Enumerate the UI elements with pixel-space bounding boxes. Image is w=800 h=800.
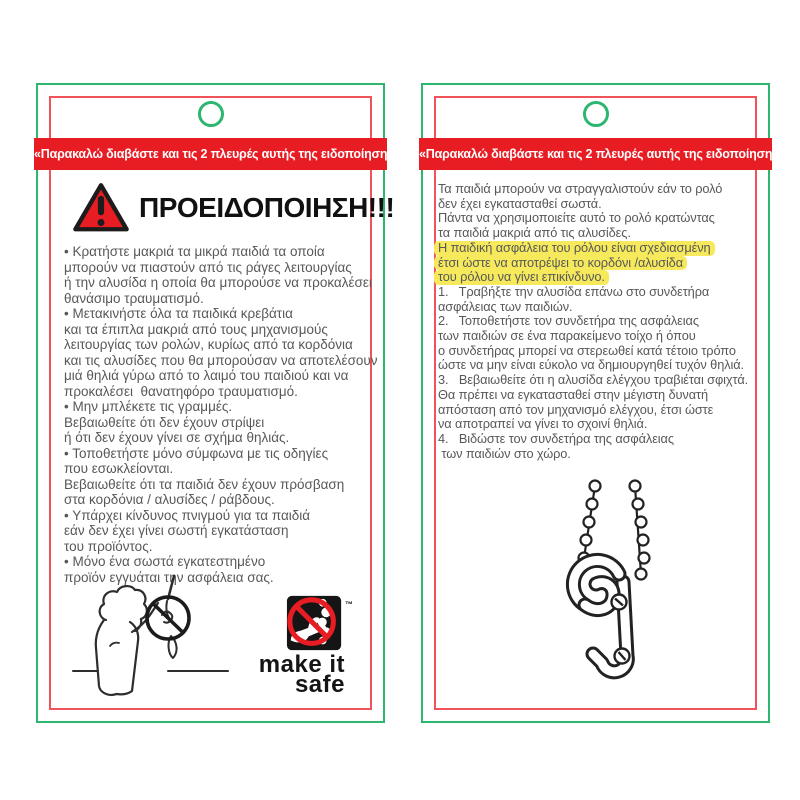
text-line: Τα παιδιά μπορούν να στραγγαλιστούν εάν το ρολό bbox=[438, 181, 723, 196]
logo-word-safe: safe bbox=[294, 671, 345, 698]
text-line: Η παιδική ασφάλεια του ρόλου είναι σχεδιασμένη bbox=[434, 241, 715, 256]
text-line: λειτουργίας των ρολών, κυρίως από τα κορδόνια bbox=[64, 337, 353, 352]
text-line: έτσι ώστε να αποτρέψει το κορδόνι /αλυσίδα bbox=[434, 256, 687, 271]
text-line: των παιδιών στο χώρο. bbox=[438, 445, 571, 461]
text-line: ώστε να μην είναι εύκολο να δημιουργηθεί τυχόν θηλιά. bbox=[438, 357, 745, 373]
text-line: Πάντα να χρησιμοποιείτε αυτό το ρολό κρατώντας bbox=[438, 210, 715, 226]
text-line: 2. Τοποθετήστε τον συνδετήρα της ασφάλειας bbox=[438, 313, 699, 329]
text-line: • Κρατήστε μακριά τα μικρά παιδιά τα οποία bbox=[64, 244, 325, 259]
text-line: του ρόλου να γίνει επικίνδυνο. bbox=[434, 270, 609, 285]
text-line: ή την αλυσίδα η οποία θα μπορούσε να προκαλέσει bbox=[64, 275, 372, 290]
text-line: 1. Τραβήξτε την αλυσίδα επάνω στο συνδετήρα bbox=[438, 283, 710, 299]
text-line: των παιδιών σε ένα παρακείμενο τοίχο ή όπου bbox=[438, 328, 696, 344]
text-line: εάν δεν έχει γίνει σωστή εγκατάσταση bbox=[64, 523, 289, 538]
text-line: στα κορδόνια / αλυσίδες / ράβδους. bbox=[64, 492, 275, 507]
child-cord-hazard-icon bbox=[70, 574, 232, 714]
warning-header bbox=[72, 181, 394, 234]
text-line: και τα έπιπλα μακριά από τους μηχανισμούς bbox=[64, 321, 328, 337]
text-line: Βεβαιωθείτε ότι τα παιδιά δεν έχουν πρόσβαση bbox=[64, 476, 345, 492]
text-line: του προϊόντος. bbox=[64, 538, 153, 554]
warning-title: ΠΡΟΕΙΔΟΠΟΙΗΣΗ!!! bbox=[139, 191, 395, 223]
text-line: δεν έχει εγκατασταθεί σωστά. bbox=[438, 195, 602, 211]
back-body-text bbox=[438, 182, 748, 461]
make-it-safe-logo bbox=[229, 593, 353, 698]
hang-hole bbox=[583, 101, 609, 127]
trademark-symbol: ™ bbox=[345, 600, 353, 609]
text-line: μπορούν να πιαστούν από τις ράγες λειτουργίας bbox=[64, 259, 352, 275]
banner-back: «Παρακαλώ διαβάστε και τις 2 πλευρές αυτής της ειδοποίησης» bbox=[419, 138, 772, 170]
text-line: • Μην μπλέκετε τις γραμμές. bbox=[64, 399, 233, 414]
text-line: μιά θηλιά γύρω από το λαιμό του παιδιού και να bbox=[64, 368, 349, 383]
text-line: • Υπάρχει κίνδυνος πνιγμού για τα παιδιά bbox=[64, 507, 311, 523]
text-line: • Τοποθετήστε μόνο σύμφωνα με τις οδηγίες bbox=[64, 445, 329, 461]
tag-front bbox=[34, 83, 401, 723]
text-line: ασφάλειας των παιδιών. bbox=[438, 298, 573, 314]
front-body-text bbox=[64, 244, 378, 585]
text-line: θανάσιμο τραυματισμό. bbox=[64, 290, 204, 306]
text-line: ή ότι δεν έχουν γίνει σε σχήμα θηλιάς. bbox=[64, 430, 290, 445]
warning-triangle-icon bbox=[72, 181, 130, 234]
text-line: που εσωκλείονται. bbox=[64, 461, 174, 476]
tag-back bbox=[419, 83, 786, 723]
chain-tensioner-icon bbox=[535, 478, 667, 706]
no-symbol-icon bbox=[147, 597, 189, 639]
text-line: προκαλέσει θανατηφόρο τραυματισμό. bbox=[64, 383, 298, 399]
text-line: 4. Βιδώστε τον συνδετήρα της ασφάλειας bbox=[438, 430, 674, 446]
text-line: • Μετακινήστε όλα τα παιδικά κρεβάτια bbox=[64, 306, 293, 321]
hang-hole bbox=[198, 101, 224, 127]
logo-word-make-it: make it bbox=[258, 651, 345, 678]
make-it-safe-icon bbox=[285, 593, 345, 655]
text-line: τα παιδιά μακριά από τις αλυσίδες. bbox=[438, 225, 631, 241]
banner-front: «Παρακαλώ διαβάστε και τις 2 πλευρές αυτής της ειδοποίησης» bbox=[34, 138, 387, 170]
text-line: απόσταση από τον μηχανισμό ελέγχου, έτσι ώστε bbox=[438, 401, 714, 417]
text-line: • Μόνο ένα σωστά εγκατεστημένο bbox=[64, 554, 266, 569]
text-line: ο συνδετήρας μπορεί να στερεωθεί κατά τέτοιο τρόπο bbox=[438, 342, 736, 358]
text-line: προϊόν εγγυάται την ασφάλεια σας. bbox=[64, 569, 274, 585]
text-line: Βεβαιωθείτε ότι δεν έχουν στρίψει bbox=[64, 414, 265, 430]
text-line: Θα πρέπει να εγκατασταθεί στην μέγιστη δυνατή bbox=[438, 386, 708, 402]
text-line: 3. Βεβαιωθείτε ότι η αλυσίδα ελέγχου τραβιέται σφιχτά. bbox=[438, 372, 749, 388]
text-line: και τις αλυσίδες που θα μπορούσαν να αποτελέσουν bbox=[64, 352, 378, 368]
text-line: να αποτραπεί να γίνει το σχοινί θηλιά. bbox=[438, 416, 648, 432]
